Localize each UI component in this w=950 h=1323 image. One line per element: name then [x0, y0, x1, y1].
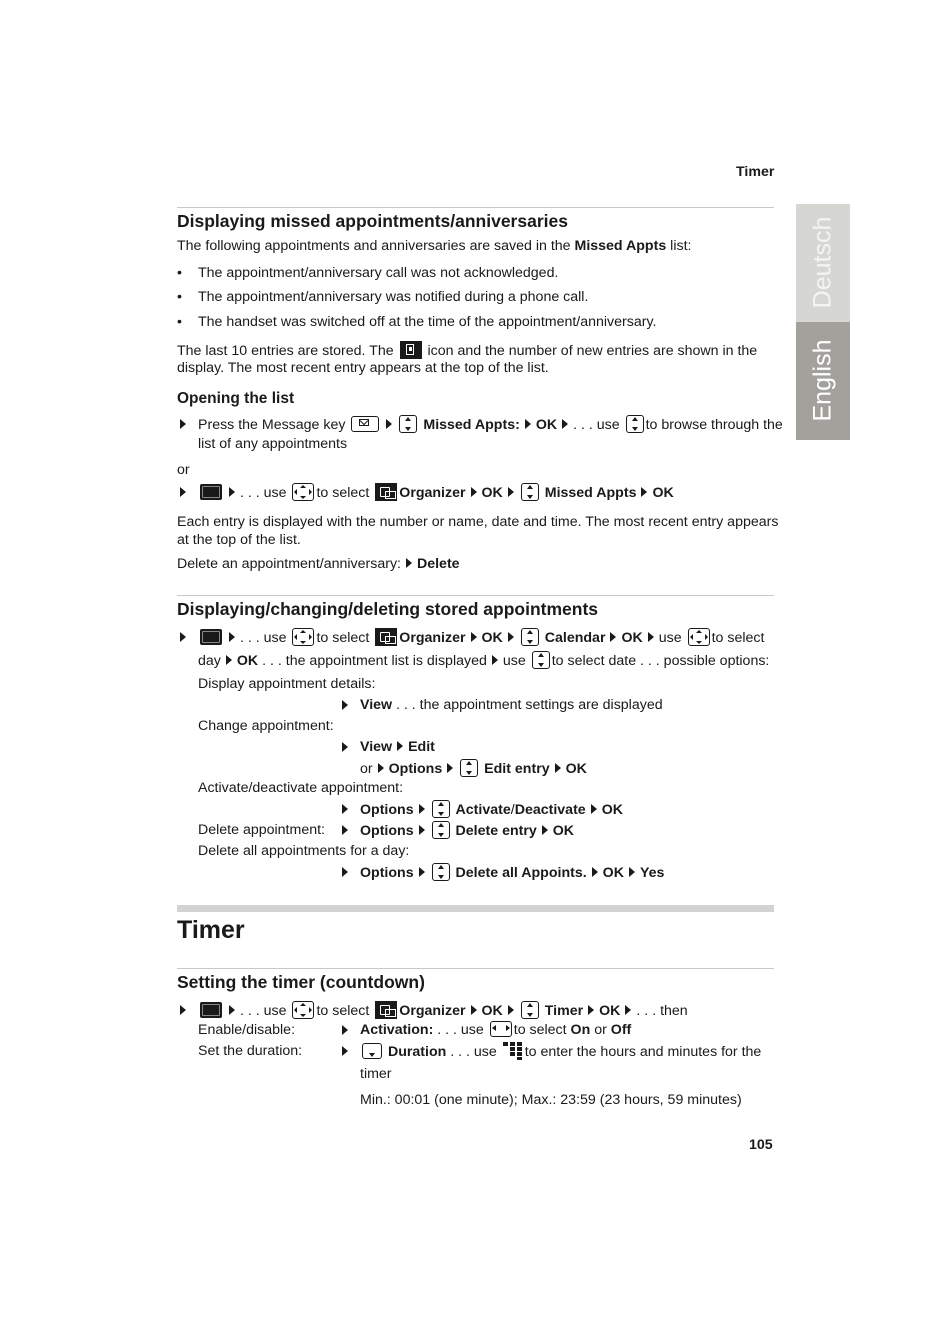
step-organizer-missed: [198, 483, 674, 503]
option-delete-all: [360, 863, 664, 883]
up-down-key-icon: [532, 651, 550, 669]
organizer-icon: [375, 1001, 397, 1019]
tab-english[interactable]: [796, 322, 850, 440]
arrow-icon: [591, 804, 597, 814]
chapter-bar: [177, 905, 774, 912]
option-view: [360, 696, 663, 714]
bullet-item: The handset was switched off at the time of the appointment/anniversary.: [198, 314, 657, 330]
step-text: use: [502, 652, 526, 669]
step-arrow-icon: [180, 487, 186, 497]
arrow-icon: [419, 804, 425, 814]
step-timer: [198, 1001, 688, 1021]
arrow-icon: [508, 632, 514, 642]
up-down-key-icon: [521, 1001, 539, 1019]
running-header: Timer: [736, 164, 775, 180]
delete-all-label: Delete all Appoints.: [455, 864, 587, 881]
last10-line2: display. The most recent entry appears at the top of the list.: [177, 360, 549, 376]
step-text: day: [198, 652, 221, 669]
option-label: Delete appointment:: [198, 822, 325, 838]
step-open-list: [198, 415, 783, 435]
tab-english-label: English: [808, 339, 837, 422]
option-label: Display appointment details:: [198, 676, 376, 692]
duration-label: Duration: [387, 1043, 447, 1060]
ok-label: OK: [601, 801, 623, 818]
tab-deutsch-label: Deutsch: [808, 216, 837, 309]
step-arrow-icon: [180, 632, 186, 642]
arrow-icon: [471, 632, 477, 642]
step-text: . . . use: [437, 1022, 484, 1038]
control-key-icon: [688, 628, 710, 646]
step-text: . . . the appointment settings are displayed: [396, 697, 663, 713]
ok-label: OK: [565, 760, 587, 777]
organizer-label: Organizer: [399, 1002, 466, 1019]
chapter-title: Timer: [177, 916, 245, 944]
slash-text: /: [510, 801, 515, 818]
view-label: View: [360, 697, 393, 713]
step-arrow-icon: [342, 700, 348, 710]
step-arrow-icon: [180, 1005, 186, 1015]
intro-text-end: list:: [670, 238, 692, 254]
organizer-label: Organizer: [399, 484, 466, 501]
divider: [177, 595, 774, 596]
subheading-opening: Opening the list: [177, 390, 295, 407]
menu-key-icon: [200, 629, 222, 645]
arrow-icon: [555, 763, 561, 773]
option-label: Activate/deactivate appointment:: [198, 780, 404, 796]
options-label: Options: [360, 801, 414, 818]
option-label: Enable/disable:: [198, 1022, 296, 1038]
option-label: Change appointment:: [198, 718, 334, 734]
step-text: to select: [316, 484, 370, 501]
arrow-icon: [629, 867, 635, 877]
arrow-icon: [588, 1005, 594, 1015]
ok-label: OK: [481, 1002, 503, 1019]
ok-label: OK: [535, 416, 558, 433]
edit-label: Edit: [408, 739, 435, 755]
message-key-icon: [351, 416, 379, 432]
yes-label: Yes: [639, 864, 665, 881]
arrow-icon: [592, 867, 598, 877]
arrow-icon: [419, 825, 425, 835]
arrow-icon: [397, 741, 403, 751]
step-text: use: [658, 629, 682, 646]
step-calendar: [198, 628, 764, 648]
up-down-key-icon: [626, 415, 644, 433]
step-arrow-icon: [342, 1025, 348, 1035]
up-down-key-icon: [460, 759, 478, 777]
arrow-icon: [610, 632, 616, 642]
step-text: . . . the appointment list is displayed: [262, 652, 487, 669]
up-down-key-icon: [432, 821, 450, 839]
entry-paragraph-line2: at the top of the list.: [177, 532, 301, 548]
option-activate: [360, 800, 623, 820]
option-edit-alt: [360, 759, 587, 779]
option-edit: [360, 738, 435, 756]
step-line2: list of any appointments: [198, 436, 348, 452]
step-text: . . . then: [636, 1002, 688, 1019]
option-duration: [360, 1042, 761, 1062]
activate-label: Activate: [455, 801, 511, 818]
up-down-key-icon: [521, 628, 539, 646]
options-label: Options: [360, 864, 414, 881]
last10-paragraph: [177, 341, 757, 361]
arrow-icon: [641, 487, 647, 497]
up-down-key-icon: [521, 483, 539, 501]
bullet-item: The appointment/anniversary call was not acknowledged.: [198, 265, 559, 281]
up-down-key-icon: [399, 415, 417, 433]
timer-label: Timer: [544, 1002, 584, 1019]
page-number: 105: [749, 1137, 773, 1153]
delete-text: Delete an appointment/anniversary:: [177, 556, 401, 572]
ok-label: OK: [602, 864, 624, 881]
delete-label: Delete: [416, 556, 460, 572]
or-text: or: [360, 760, 373, 777]
calendar-label: Calendar: [544, 629, 606, 646]
deactivate-label: Deactivate: [514, 801, 586, 818]
step-text: . . . use: [240, 1002, 287, 1019]
ok-label: OK: [552, 822, 575, 839]
ok-label: OK: [652, 484, 674, 501]
organizer-label: Organizer: [399, 629, 466, 646]
intro-text: The following appointments and anniversaries are saved in the: [177, 238, 571, 254]
step-text: . . . use: [450, 1043, 497, 1060]
step-arrow-icon: [342, 742, 348, 752]
section-heading-stored: Displaying/changing/deleting stored appointments: [177, 599, 599, 619]
step-text: to select: [513, 1022, 567, 1038]
keypad-icon: [503, 1042, 523, 1060]
option-delete: [360, 821, 574, 841]
on-label: On: [570, 1022, 591, 1038]
arrow-icon: [386, 419, 392, 429]
intro-paragraph: [177, 237, 691, 255]
bullet-item: The appointment/anniversary was notified during a phone call.: [198, 289, 589, 305]
step-text: to select date . . . possible options:: [551, 652, 770, 669]
intro-bold: Missed Appts: [574, 238, 667, 254]
arrow-icon: [229, 1005, 235, 1015]
arrow-icon: [226, 655, 232, 665]
menu-key-icon: [200, 484, 222, 500]
organizer-icon: [375, 483, 397, 501]
step-arrow-icon: [342, 825, 348, 835]
step-text: . . . use: [240, 629, 287, 646]
last10-text-post: icon and the number of new entries are shown in the: [427, 342, 758, 359]
option-label: Delete all appointments for a day:: [198, 843, 410, 859]
options-label: Options: [360, 822, 414, 839]
divider: [177, 207, 774, 208]
arrow-icon: [419, 867, 425, 877]
step-arrow-icon: [180, 419, 186, 429]
arrow-icon: [508, 1005, 514, 1015]
edit-entry-label: Edit entry: [484, 760, 550, 777]
organizer-icon: [375, 628, 397, 646]
arrow-icon: [471, 1005, 477, 1015]
ok-label: OK: [621, 629, 643, 646]
arrow-icon: [525, 419, 531, 429]
control-key-icon: [292, 628, 314, 646]
duration-line2: timer: [360, 1066, 392, 1082]
step-text: . . . use: [240, 484, 287, 501]
arrow-icon: [229, 632, 235, 642]
step-text: to browse through the: [645, 416, 783, 433]
arrow-icon: [625, 1005, 631, 1015]
options-label: Options: [388, 760, 443, 777]
step-text: to select: [316, 629, 370, 646]
step-arrow-icon: [342, 1046, 348, 1056]
entry-paragraph-line1: Each entry is displayed with the number or name, date and time. The most recent entry appears: [177, 514, 779, 530]
ok-label: OK: [481, 629, 503, 646]
bullet-dot: •: [177, 289, 182, 305]
step-calendar-line2: [198, 651, 769, 671]
step-text: to select: [316, 1002, 370, 1019]
off-label: Off: [610, 1022, 632, 1038]
arrow-icon: [229, 487, 235, 497]
ok-label: OK: [481, 484, 503, 501]
bullet-dot: •: [177, 314, 182, 330]
down-key-icon: [362, 1043, 382, 1059]
activation-label: Activation:: [360, 1022, 434, 1038]
control-key-icon: [292, 1001, 314, 1019]
option-label: Set the duration:: [198, 1043, 303, 1059]
arrow-icon: [492, 655, 498, 665]
or-text: or: [177, 462, 190, 478]
ok-label: OK: [236, 652, 259, 669]
or-text: or: [594, 1022, 607, 1038]
step-arrow-icon: [342, 867, 348, 877]
step-text: . . . use: [573, 416, 620, 433]
arrow-icon: [508, 487, 514, 497]
up-down-key-icon: [432, 863, 450, 881]
left-right-key-icon: [490, 1021, 512, 1037]
divider: [177, 968, 774, 969]
missed-appointment-icon: [400, 341, 422, 359]
tab-deutsch[interactable]: [796, 204, 850, 322]
option-activation: [360, 1021, 631, 1039]
step-arrow-icon: [342, 804, 348, 814]
control-key-icon: [292, 483, 314, 501]
arrow-icon: [648, 632, 654, 642]
section-heading-missed: Displaying missed appointments/anniversaries: [177, 211, 568, 231]
last10-text: The last 10 entries are stored. The: [177, 342, 394, 359]
menu-key-icon: [200, 1002, 222, 1018]
up-down-key-icon: [432, 800, 450, 818]
section-heading-timer: Setting the timer (countdown): [177, 972, 425, 992]
arrow-icon: [542, 825, 548, 835]
minmax-note: Min.: 00:01 (one minute); Max.: 23:59 (23 hours, 59 minutes): [360, 1092, 742, 1108]
arrow-icon: [406, 558, 412, 568]
step-text: Press the Message key: [198, 416, 346, 433]
arrow-icon: [471, 487, 477, 497]
bullet-dot: •: [177, 265, 182, 281]
step-text: to select: [711, 629, 765, 646]
missed-appts-label: Missed Appts: [544, 484, 637, 501]
arrow-icon: [562, 419, 568, 429]
arrow-icon: [447, 763, 453, 773]
arrow-icon: [378, 763, 384, 773]
delete-entry-label: Delete entry: [455, 822, 537, 839]
step-text: to enter the hours and minutes for the: [524, 1043, 762, 1060]
ok-label: OK: [599, 1002, 621, 1019]
missed-appts-label: Missed Appts:: [423, 416, 520, 433]
view-label: View: [360, 739, 393, 755]
delete-line: [177, 555, 460, 573]
